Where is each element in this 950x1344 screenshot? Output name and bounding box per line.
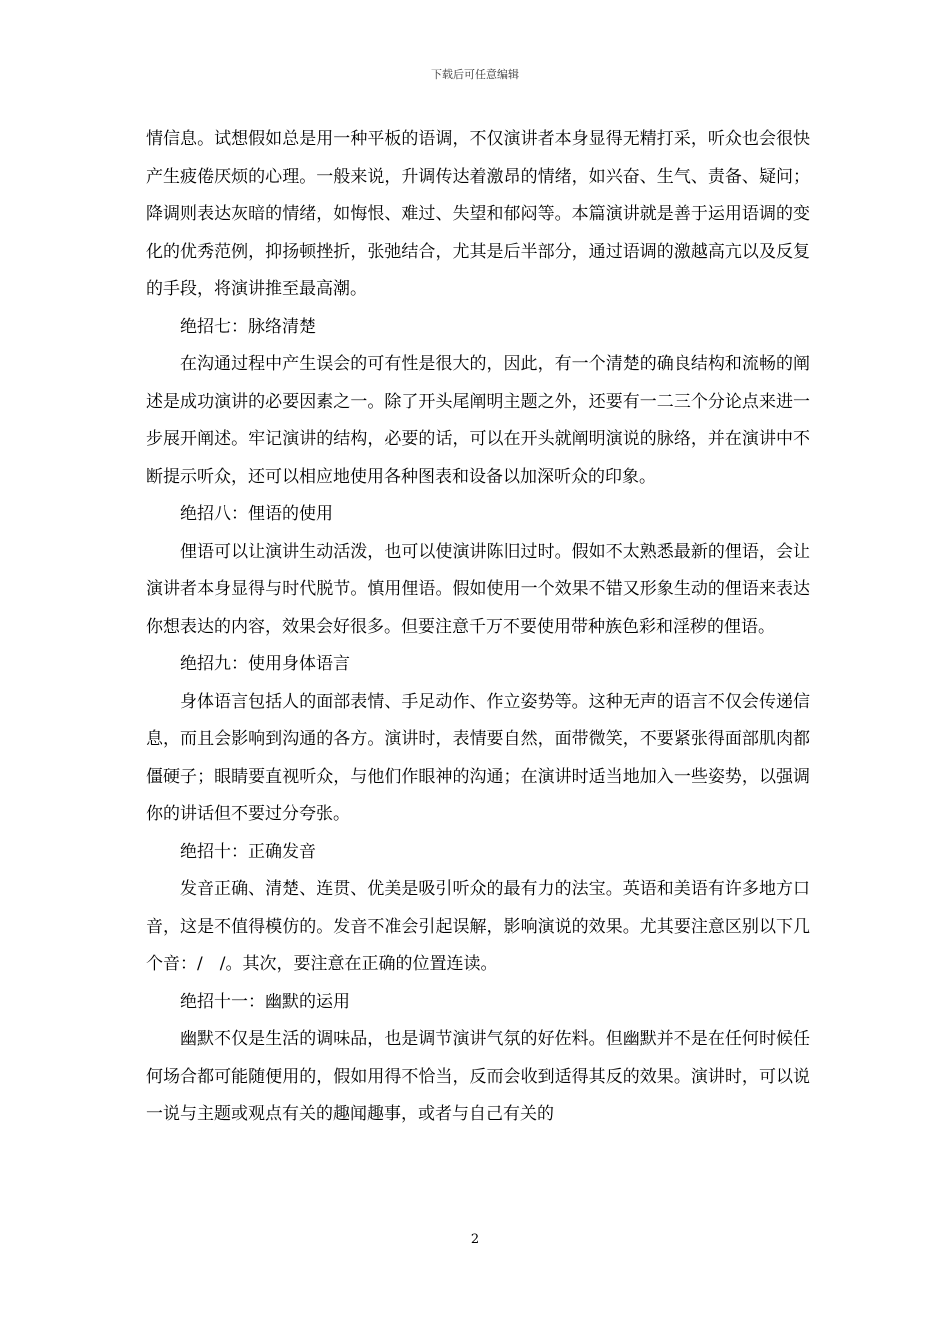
section-heading-7: 绝招七：脉络清楚 [180, 316, 316, 337]
paragraph-pronunciation: 发音正确、清楚、连贯、优美是吸引听众的最有力的法宝。英语和美语有许多地方口音，这是不值得模仿的。发音不准会引起误解，影响演说的效果。尤其要注意区别以下几个音：/ /。其次，要注意在正确的位置连读。 [146, 879, 810, 974]
paragraph-intonation-continued: 情信息。试想假如总是用一种平板的语调，不仅演讲者本身显得无精打采，听众也会很快产生疲倦厌烦的心理。一般来说，升调传达着激昂的情绪，如兴奋、生气、责备、疑问；降调则表达灰暗的情绪，如悔恨、难过、失望和郁闷等。本篇演讲就是善于运用语调的变化的优秀范例，抑扬顿挫折，张弛结合，尤其是后半部分，通过语调的激越高亢以及反复的手段，将演讲推至最高潮。 [146, 129, 810, 299]
page-header: 下载后可任意编辑 [431, 68, 519, 81]
section-heading-10: 绝招十：正确发音 [180, 841, 316, 862]
document-body [146, 121, 810, 1134]
page-number: 2 [470, 1232, 480, 1247]
section-heading-11: 绝招十一：幽默的运用 [180, 991, 350, 1012]
paragraph-body-language: 身体语言包括人的面部表情、手足动作、作立姿势等。这种无声的语言不仅会传递信息，而且会影响到沟通的各方。演讲时，表情要自然，面带微笑，不要紧张得面部肌肉都僵硬子；眼睛要直视听众，与他们作眼神的沟通；在演讲时适当地加入一些姿势，以强调你的讲话但不要过分夸张。 [146, 691, 810, 824]
paragraph-slang: 俚语可以让演讲生动活泼，也可以使演讲陈旧过时。假如不太熟悉最新的俚语，会让演讲者本身显得与时代脱节。慎用俚语。假如使用一个效果不错又形象生动的俚语来表达你想表达的内容，效果会好很多。但要注意千万不要使用带种族色彩和淫秽的俚语。 [146, 541, 810, 637]
paragraph-humor: 幽默不仅是生活的调味品，也是调节演讲气氛的好佐料。但幽默并不是在任何时候任何场合都可能随便用的，假如用得不恰当，反而会收到适得其反的效果。演讲时，可以说一说与主题或观点有关的趣闻趣事，或者与自己有关的 [146, 1029, 810, 1124]
section-heading-8: 绝招八：俚语的使用 [180, 504, 333, 524]
section-heading-9: 绝招九：使用身体语言 [180, 654, 350, 674]
paragraph-structure: 在沟通过程中产生误会的可有性是很大的，因此，有一个清楚的确良结构和流畅的阐述是成功演讲的必要因素之一。除了开头尾阐明主题之外，还要有一二三个分论点来进一步展开阐述。牢记演讲的结构，必要的话，可以在开头就阐明演说的脉络，并在演讲中不断提示听众，还可以相应地使用各种图表和设备以加深听众的印象。 [146, 354, 810, 487]
